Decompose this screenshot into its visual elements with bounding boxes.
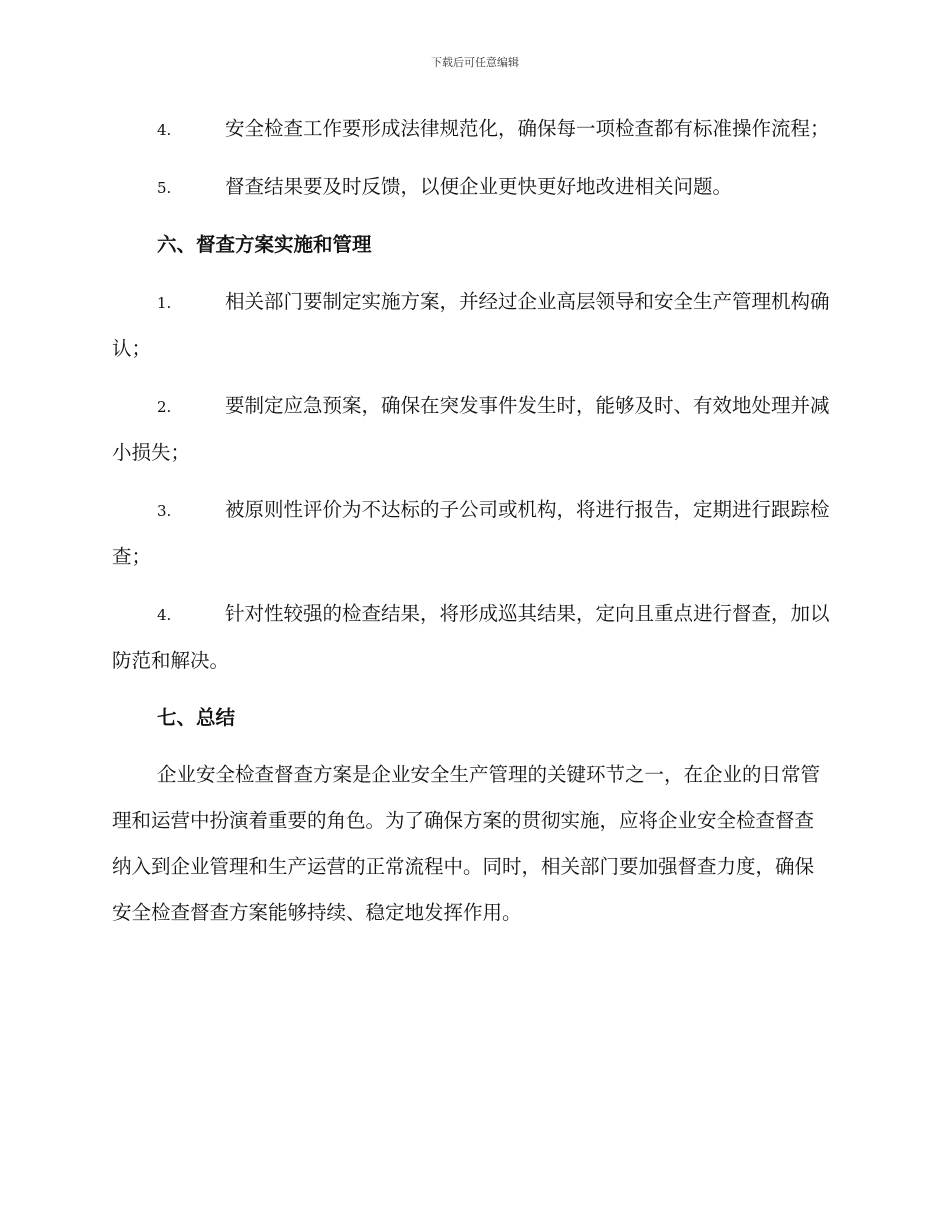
list-item	[112, 106, 832, 153]
list-item-number: 3.	[157, 502, 172, 520]
list-item-number: 4.	[157, 121, 172, 139]
list-item-text: 针对性较强的检查结果，将形成巡其结果，定向且重点进行督查，加以防范和解决。	[112, 602, 830, 672]
list-item-text: 安全检查工作要形成法律规范化，确保每一项检查都有标准操作流程；	[225, 117, 830, 140]
list-item	[112, 487, 832, 580]
list-item-number: 4.	[157, 606, 172, 624]
document-body	[112, 106, 832, 936]
list-item-text: 相关部门要制定实施方案，并经过企业高层领导和安全生产管理机构确认；	[112, 290, 830, 360]
list-item	[112, 383, 832, 476]
summary-paragraph: 企业安全检查督查方案是企业安全生产管理的关键环节之一，在企业的日常管理和运营中扮演着重要的角色。为了确保方案的贯彻实施，应将企业安全检查督查纳入到企业管理和生产运营的正常流程中。同时，相关部门要加强督查力度，确保安全检查督查方案能够持续、稳定地发挥作用。	[112, 763, 821, 924]
page-header: 下载后可任意编辑	[431, 56, 519, 69]
list-item-text: 被原则性评价为不达标的子公司或机构，将进行报告，定期进行跟踪检查；	[112, 498, 830, 568]
list-item	[112, 591, 832, 684]
list-item-number: 5.	[157, 179, 172, 197]
section-heading: 六、督查方案实施和管理	[157, 233, 372, 256]
list-item-text: 要制定应急预案，确保在突发事件发生时，能够及时、有效地处理并减小损失；	[112, 394, 830, 464]
list-item-number: 1.	[157, 294, 172, 312]
list-item-text: 督查结果要及时反馈，以便企业更快更好地改进相关问题。	[225, 175, 733, 198]
list-item	[112, 164, 832, 211]
list-item	[112, 279, 832, 372]
list-item-number: 2.	[157, 398, 172, 416]
section-heading: 七、总结	[157, 706, 236, 729]
